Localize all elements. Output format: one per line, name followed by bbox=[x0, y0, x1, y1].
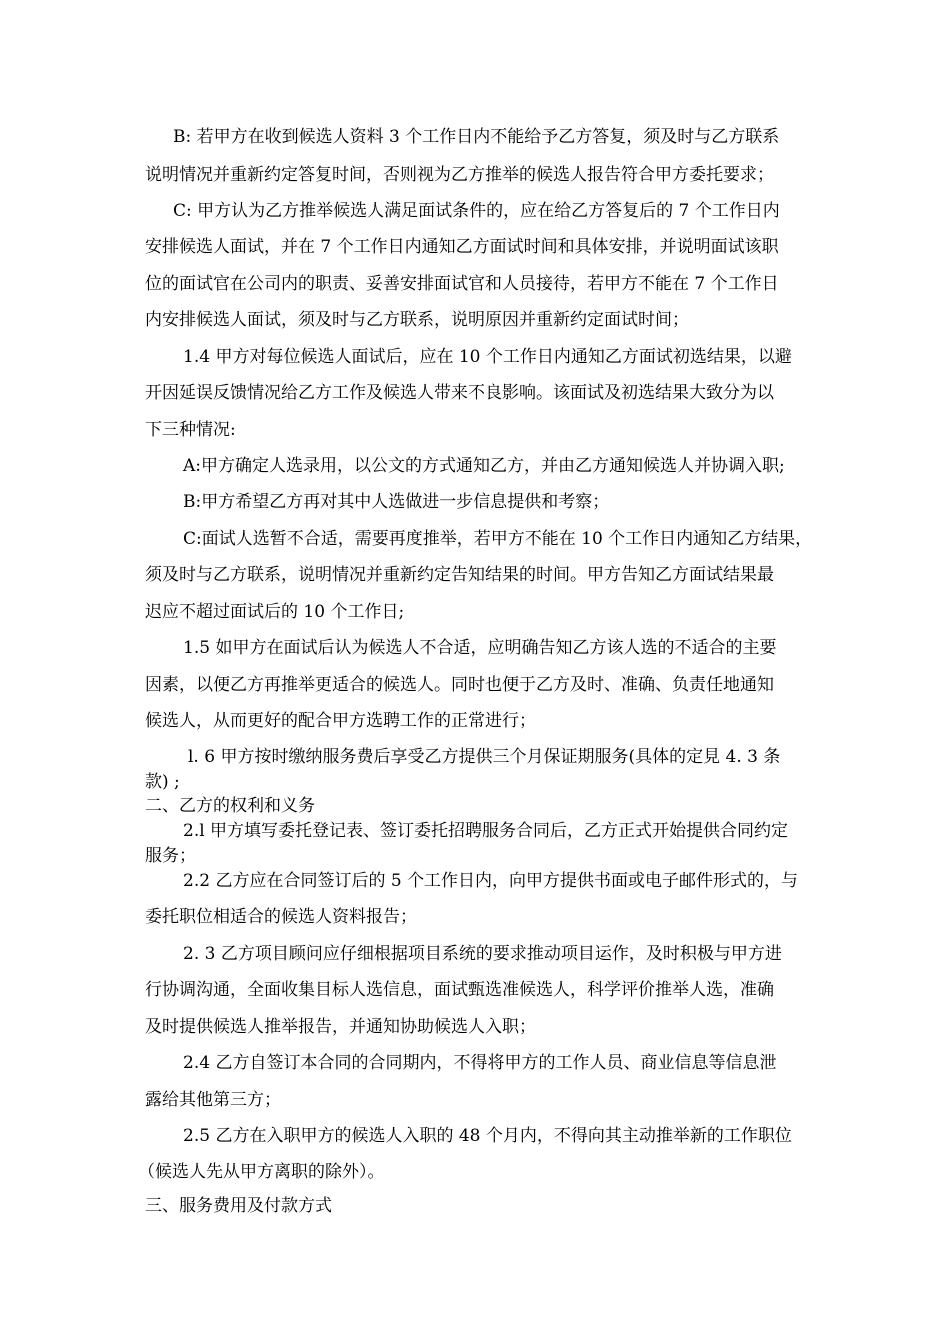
text-line: 2.4 乙方自签订本合同的合同期内，不得将甲方的工作人员、商业信息等信息泄 bbox=[183, 1053, 777, 1073]
text-line: 位的面试官在公司内的职责、妥善安排面试官和人员接待，若甲方不能在 7 个工作日 bbox=[145, 274, 779, 294]
text-line: 2.5 乙方在入职甲方的候选人入职的 48 个月内，不得向其主动推举新的工作职位 bbox=[183, 1126, 792, 1146]
text-line: 说明情况并重新约定答复时间，否则视为乙方推举的候选人报告符合甲方委托要求； bbox=[145, 165, 774, 185]
text-line: 安排候选人面试，并在 7 个工作日内通知乙方面试时间和具体安排，并说明面试该职 bbox=[145, 237, 779, 257]
text-line: B: 若甲方在收到候选人资料 3 个工作日内不能给予乙方答复，须及时与乙方联系 bbox=[173, 127, 780, 147]
text-line: 及时提供候选人推举报告，并通知协助候选人入职； bbox=[145, 1017, 536, 1037]
text-line: A:甲方确定人选录用，以公文的方式通知乙方，并由乙方通知候选人并协调入职; bbox=[183, 456, 785, 476]
text-line: 因素，以便乙方再推举更适合的候选人。同时也便于乙方及时、准确、负责任地通知 bbox=[145, 675, 774, 695]
text-line: 行协调沟通，全面收集目标人选信息，面试甄选准候选人，科学评价推举人选，准确 bbox=[145, 980, 774, 1000]
text-line: 须及时与乙方联系，说明情况并重新约定告知结果的时间。甲方告知乙方面试结果最 bbox=[145, 565, 774, 585]
section-heading: 三、服务费用及付款方式 bbox=[145, 1196, 332, 1216]
text-line: 下三种情况: bbox=[145, 420, 236, 440]
text-line: 开因延误反馈情况给乙方工作及候选人带来不良影响。该面试及初选结果大致分为以 bbox=[145, 383, 774, 403]
text-line: l. 6 甲方按时缴纳服务费后享受乙方提供三个月保证期服务(具体的定見 4. 3 条 bbox=[188, 747, 781, 767]
text-line: 服务； bbox=[145, 846, 196, 866]
text-line: 候选人，从而更好的配合甲方选聘工作的正常进行； bbox=[145, 711, 536, 731]
text-line: 2.l 甲方填写委托登记表、签订委托招聘服务合同后，乙方正式开始提供合同约定 bbox=[183, 821, 789, 841]
text-line: 委托职位相适合的候选人资料报告； bbox=[145, 907, 417, 927]
text-line: 1.5 如甲方在面试后认为候选人不合适，应明确告知乙方该人选的不适合的主要 bbox=[183, 638, 777, 658]
text-line: 款) ; bbox=[145, 772, 180, 792]
text-line: 1.4 甲方对每位候选人面试后，应在 10 个工作日内通知乙方面试初选结果，以避 bbox=[183, 347, 792, 367]
section-heading: 二、乙方的权利和义务 bbox=[145, 796, 315, 816]
text-line: 内安排候选人面试，须及时与乙方联系，说明原因并重新约定面试时间； bbox=[145, 310, 689, 330]
text-line: 2.2 乙方应在合同签订后的 5 个工作日内，向甲方提供书面或电子邮件形式的，与 bbox=[183, 871, 799, 891]
text-line: 露给其他第三方； bbox=[145, 1090, 281, 1110]
text-line: C:面试人选暂不合适，需要再度推举，若甲方不能在 10 个工作日内通知乙方结果， bbox=[183, 529, 813, 549]
text-line: 迟应不超过面试后的 10 个工作日; bbox=[145, 602, 405, 622]
text-line: C: 甲方认为乙方推举候选人满足面试条件的，应在给乙方答复后的 7 个工作日内 bbox=[173, 201, 780, 221]
text-line: 2. 3 乙方项目顾问应仔细根据项目系统的要求推动项目运作，及时积极与甲方进 bbox=[183, 944, 782, 964]
text-line: B:甲方希望乙方再对其中人选做进一步信息提供和考察； bbox=[183, 492, 610, 512]
text-line: （候选人先从甲方离职的除外）。 bbox=[138, 1162, 385, 1182]
